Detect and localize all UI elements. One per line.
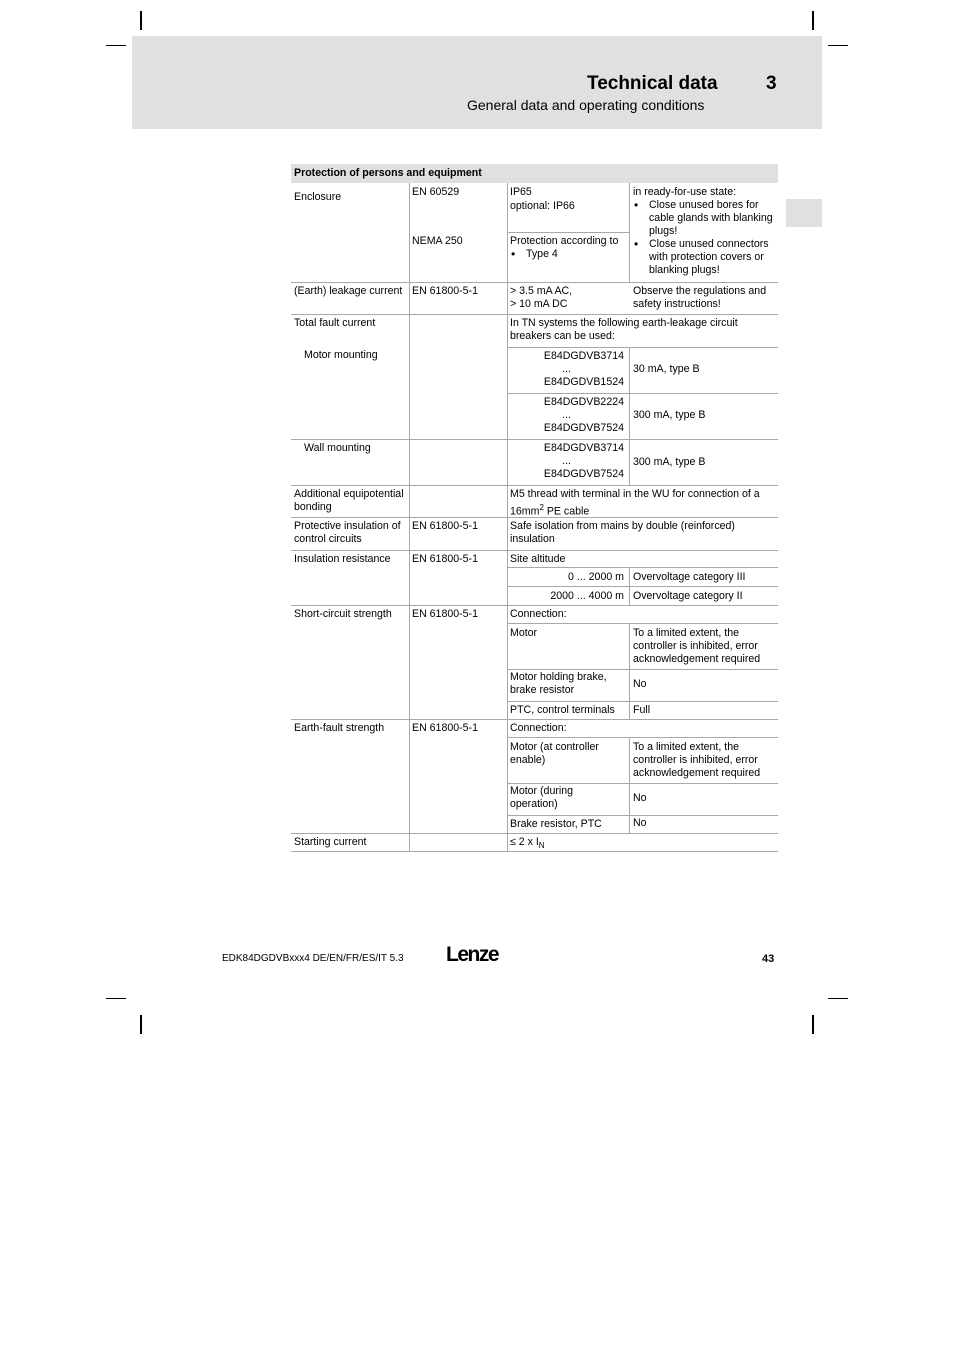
nema-standard: NEMA 250 (412, 235, 463, 247)
enclosure-note-intro: in ready-for-use state: (633, 186, 737, 198)
earth-fault-label: Earth-fault strength (294, 722, 385, 734)
earth-fault-standard: EN 61800-5-1 (412, 722, 478, 734)
short-circuit-standard: EN 61800-5-1 (412, 608, 478, 620)
sc-row-2-value: No (633, 678, 647, 690)
bonding-text-end: PE cable (543, 505, 590, 518)
row-divider (291, 719, 778, 720)
altitude-1: 0 ... 2000 m (568, 571, 624, 583)
bonding-label: Additional equipotential bonding (294, 488, 404, 513)
mm-range-2 (510, 396, 624, 435)
earth-fault-head: Connection: (510, 722, 567, 734)
short-circuit-label: Short-circuit strength (294, 608, 392, 620)
sc-row-1-value: To a limited extent, the controller is inhibited, error acknowledgement required (633, 627, 761, 665)
mm-range-1 (510, 350, 624, 389)
bonding-sup: 2 (539, 503, 544, 512)
bonding-value (510, 488, 775, 519)
row-divider (291, 605, 778, 606)
crop-mark (140, 1015, 142, 1034)
enclosure-standard: EN 60529 (412, 186, 460, 198)
row-divider (291, 550, 778, 551)
protection-table (291, 164, 778, 851)
sc-row-3: PTC, control terminals (510, 704, 615, 716)
document-id: EDK84DGDVBxxx4 DE/EN/FR/ES/IT 5.3 (222, 953, 404, 964)
chapter-tab (786, 199, 822, 227)
enclosure-ip: IP65 (510, 186, 532, 198)
row-divider (508, 737, 778, 738)
ef-row-2-value: No (633, 792, 647, 804)
row-divider (291, 439, 778, 440)
header-band (132, 36, 822, 129)
enclosure-label: Enclosure (294, 191, 342, 203)
category-1: Overvoltage category III (633, 571, 746, 583)
row-divider (508, 669, 778, 670)
insulation-label: Protective insulation of control circuits (294, 520, 401, 545)
row-divider (508, 783, 778, 784)
insulation-value: Safe isolation from mains by double (reinforced) insulation (510, 520, 735, 545)
starting-sub: N (538, 841, 545, 851)
starting-value (510, 836, 545, 852)
wm-dots: ... (562, 455, 571, 467)
enclosure-note (633, 186, 776, 277)
crop-mark (828, 998, 848, 999)
mm-r2-value: 300 mA, type B (633, 409, 706, 421)
crop-mark (812, 1015, 814, 1034)
page-number: 43 (762, 953, 775, 965)
row-divider (508, 586, 778, 587)
ef-row-3: Brake resistor, PTC (510, 818, 602, 830)
mm-r2-to: E84DGDVB7524 (543, 422, 624, 434)
lenze-logo-text: Lenze (446, 943, 499, 966)
row-divider (508, 623, 778, 624)
page-subtitle: General data and operating conditions (467, 97, 705, 113)
starting-label: Starting current (294, 836, 367, 848)
bonding-text: M5 thread with terminal in the WU for connection of a 16mm (510, 488, 760, 518)
mm-r2-dots: ... (562, 409, 571, 421)
mm-r1-value: 30 mA, type B (633, 363, 700, 375)
mm-r1-dots: ... (562, 363, 571, 375)
motor-mounting-label: Motor mounting (304, 349, 378, 361)
wm-to: E84DGDVB7524 (543, 468, 624, 480)
page-title: Technical data (587, 73, 718, 94)
sc-row-3-value: Full (633, 704, 651, 716)
col-divider (629, 623, 630, 720)
enclosure-ip-optional: optional: IP66 (510, 200, 575, 212)
resistance-standard: EN 61800-5-1 (412, 553, 478, 565)
crop-mark (812, 11, 814, 30)
nema-value (510, 235, 628, 261)
row-divider (508, 701, 778, 702)
leakage-dc: > 10 mA DC (510, 298, 568, 310)
ef-row-3-value: No (633, 817, 647, 829)
starting-text: ≤ 2 x I (510, 836, 539, 848)
crop-mark (828, 45, 848, 46)
short-circuit-head: Connection: (510, 608, 567, 620)
resistance-head: Site altitude (510, 553, 566, 565)
enclosure-note-item: • Close unused connectors with protection covers or blanking plugs! (633, 238, 776, 277)
fault-note: In TN systems the following earth-leakage circuit breakers can be used: (510, 317, 738, 342)
category-2: Overvoltage category II (633, 590, 743, 602)
ef-row-1: Motor (at controller enable) (510, 741, 599, 766)
mm-r2-from: E84DGDVB2224 (543, 396, 624, 408)
row-divider (508, 393, 778, 394)
sc-row-1: Motor (510, 627, 538, 639)
row-divider (291, 282, 778, 283)
chapter-number: 3 (766, 73, 777, 94)
row-divider (508, 815, 778, 816)
wm-from: E84DGDVB3714 (543, 442, 624, 454)
resistance-label: Insulation resistance (294, 553, 391, 565)
wm-value: 300 mA, type B (633, 456, 706, 468)
row-divider (508, 347, 778, 348)
col-divider (629, 347, 630, 485)
fault-label: Total fault current (294, 317, 376, 329)
nema-text: Protection according to (510, 235, 619, 247)
crop-mark (106, 998, 126, 999)
leakage-standard: EN 61800-5-1 (412, 285, 478, 297)
leakage-ac: > 3.5 mA AC, (510, 285, 573, 297)
col-divider (629, 737, 630, 834)
leakage-label: (Earth) leakage current (294, 285, 403, 297)
altitude-2: 2000 ... 4000 m (550, 590, 624, 602)
sc-row-2: Motor holding brake, brake resistor (510, 671, 607, 696)
crop-mark (106, 45, 126, 46)
leakage-note: Observe the regulations and safety instructions! (633, 285, 767, 310)
row-divider (508, 232, 630, 233)
table-heading: Protection of persons and equipment (291, 164, 778, 183)
row-divider (291, 833, 778, 834)
ef-row-2: Motor (during operation) (510, 785, 573, 810)
row-divider (291, 485, 778, 486)
mm-r1-to: E84DGDVB1524 (543, 376, 624, 388)
mm-r1-from: E84DGDVB3714 (543, 350, 624, 362)
insulation-standard: EN 61800-5-1 (412, 520, 478, 532)
lenze-logo (446, 942, 508, 968)
enclosure-note-item: • Close unused bores for cable glands with blanking plugs! (633, 199, 776, 238)
crop-mark (140, 11, 142, 30)
row-divider (508, 567, 778, 568)
wall-mounting-label: Wall mounting (304, 442, 371, 454)
row-divider (291, 314, 778, 315)
nema-type: • Type 4 (510, 248, 628, 261)
ef-row-1-value: To a limited extent, the controller is inhibited, error acknowledgement required (633, 741, 761, 779)
wm-range (510, 442, 624, 481)
